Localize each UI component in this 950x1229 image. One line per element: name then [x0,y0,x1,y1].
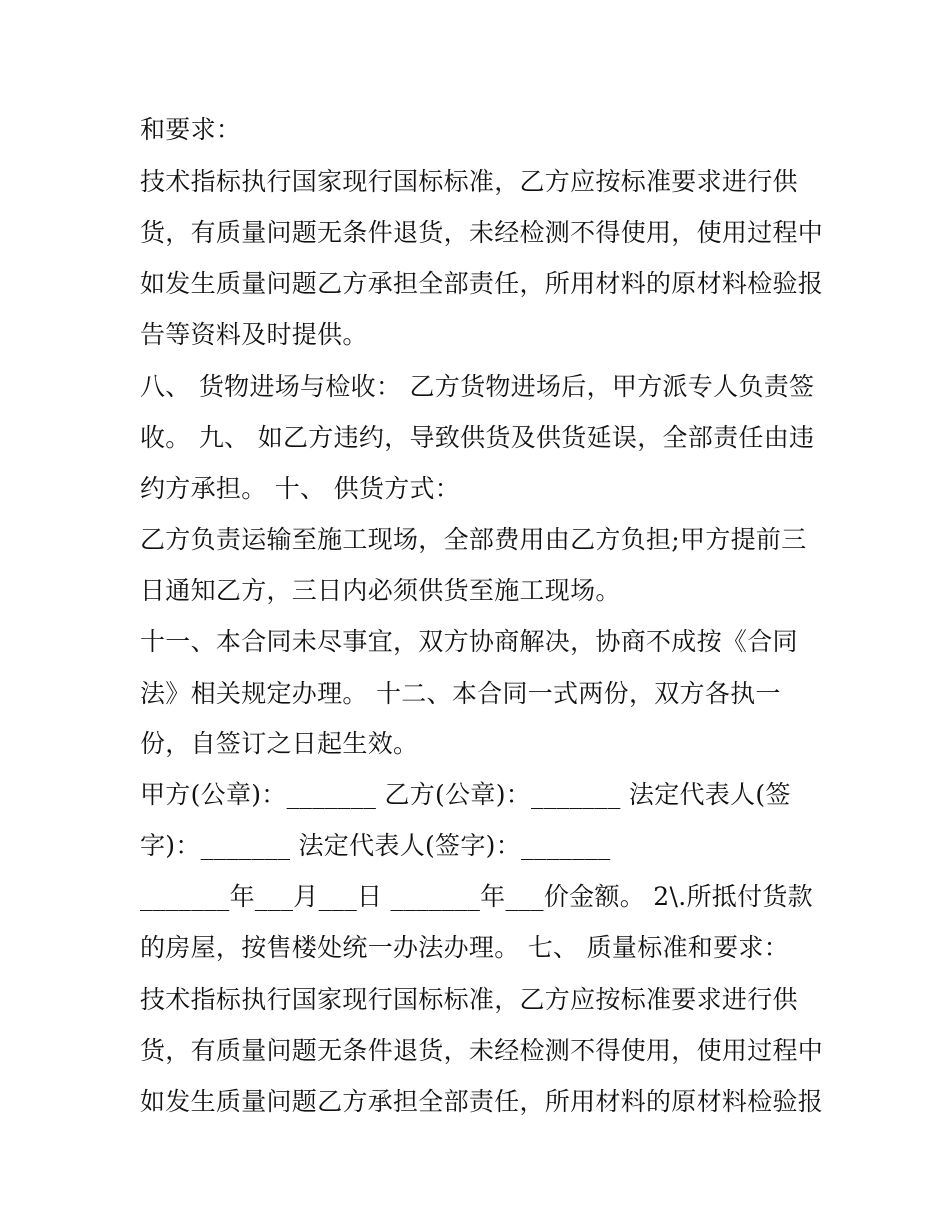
text-line: 的房屋，按售楼处统一办法办理。 七、 质量标准和要求： [140,933,789,962]
text-line: 字)：_______ 法定代表人(签字)：_______ [140,831,611,860]
text-line: 如发生质量问题乙方承担全部责任，所用材料的原材料检验报 [140,269,824,298]
text-line: 约方承担。 十、 供货方式： [140,474,461,503]
text-line: 告等资料及时提供。 [140,320,368,349]
text-line: 货，有质量问题无条件退货，未经检测不得使用，使用过程中 [140,1036,824,1065]
text-line: 技术指标执行国家现行国标标准，乙方应按标准要求进行供 [140,167,798,196]
text-line: 日通知乙方，三日内必须供货至施工现场。 [140,576,621,605]
text-line: 份，自签订之日起生效。 [140,729,419,758]
text-line: 收。 九、 如乙方违约，导致供货及供货延误，全部责任由违 [140,423,815,452]
text-line: 和要求： [140,115,242,144]
text-line: _______年___月___日 _______年___价金额。 2\.所抵付货款 [140,882,813,911]
text-line: 法》相关规定办理。 十二、本合同一式两份，双方各执一 [140,679,781,708]
text-line: 甲方(公章)：_______ 乙方(公章)：_______ 法定代表人(签 [140,780,791,809]
text-line: 如发生质量问题乙方承担全部责任，所用材料的原材料检验报 [140,1087,824,1116]
text-line: 技术指标执行国家现行国标标准，乙方应按标准要求进行供 [140,985,798,1014]
text-line: 十一、本合同未尽事宜，双方协商解决，协商不成按《合同 [140,627,798,656]
text-line: 八、 货物进场与检收： 乙方货物进场后，甲方派专人负责签 [140,372,815,401]
text-line: 货，有质量问题无条件退货，未经检测不得使用，使用过程中 [140,218,824,247]
text-line: 乙方负责运输至施工现场，全部费用由乙方负担;甲方提前三 [140,525,807,554]
